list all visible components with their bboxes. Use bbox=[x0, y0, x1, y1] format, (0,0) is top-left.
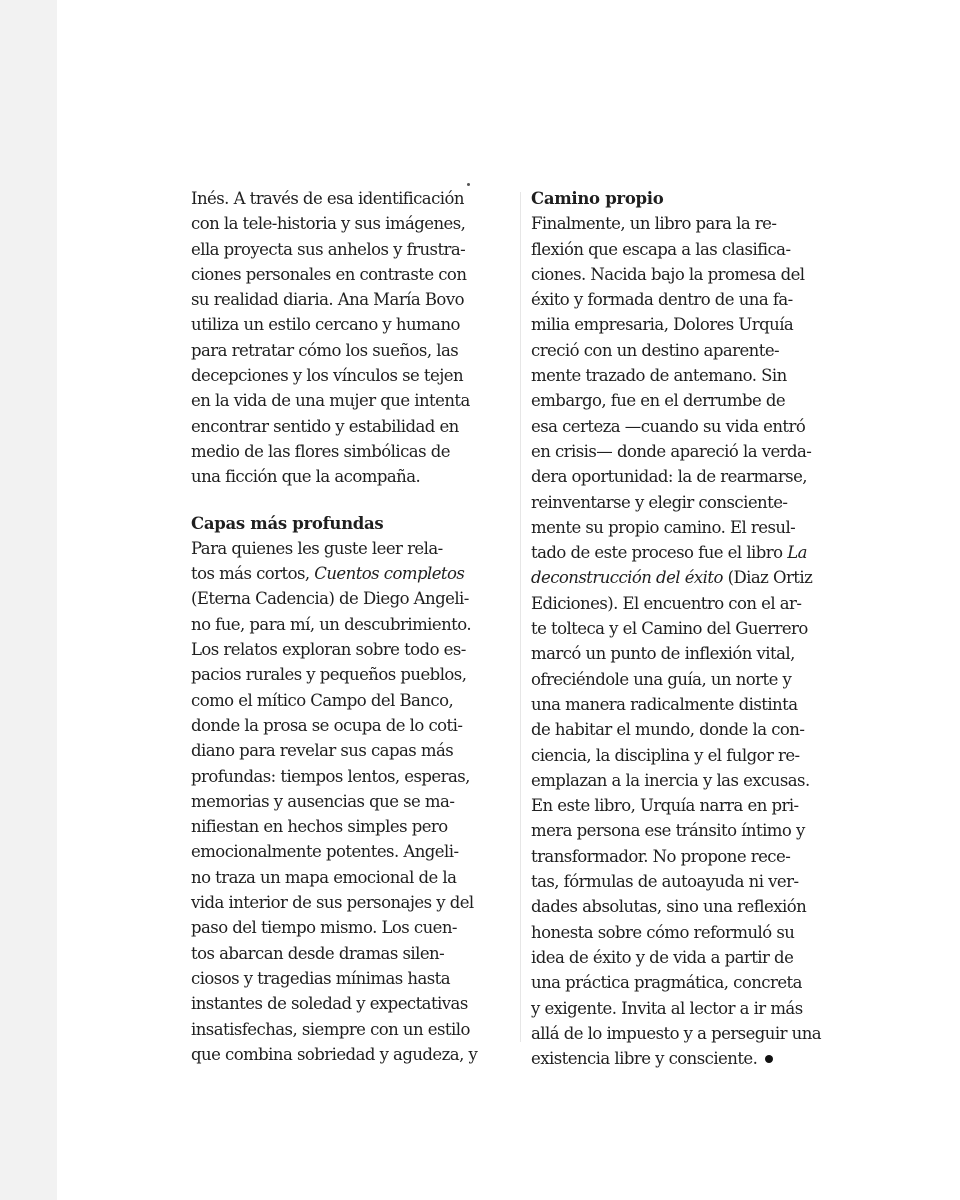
text-line: tas, fórmulas de autoayuda ni ver- bbox=[531, 872, 799, 892]
text-line: vida interior de sus personajes y del bbox=[191, 893, 474, 913]
text-line: creció con un destino aparente- bbox=[531, 340, 780, 360]
text-line: dera oportunidad: la de rearmarse, bbox=[531, 467, 807, 487]
text-line: reinventarse y elegir consciente- bbox=[531, 492, 788, 512]
text-line: con la tele-historia y sus imágenes, bbox=[191, 214, 466, 234]
text-line: emocionalmente potentes. Angeli- bbox=[191, 842, 459, 862]
left-margin-strip bbox=[0, 0, 57, 1200]
text-run: tado de este proceso fue el libro bbox=[531, 543, 788, 563]
left-paragraph-2 bbox=[191, 536, 511, 1067]
section-heading-capas: Capas más profundas bbox=[191, 513, 384, 533]
text-line: medio de las flores simbólicas de bbox=[191, 441, 450, 461]
text-line: (Eterna Cadencia) de Diego Angeli- bbox=[191, 589, 469, 609]
text-line: utiliza un estilo cercano y humano bbox=[191, 315, 460, 335]
text-run: (Diaz Ortiz bbox=[722, 568, 813, 588]
text-line: allá de lo impuesto y a perseguir una bbox=[531, 1023, 822, 1043]
text-line: insatisfechas, siempre con un estilo bbox=[191, 1019, 470, 1039]
text-line: como el mítico Campo del Banco, bbox=[191, 690, 454, 710]
text-line bbox=[191, 561, 511, 586]
text-line: diano para revelar sus capas más bbox=[191, 741, 454, 761]
text-line: Los relatos exploran sobre todo es- bbox=[191, 640, 466, 660]
text-line: en la vida de una mujer que intenta bbox=[191, 391, 470, 411]
text-line: y exigente. Invita al lector a ir más bbox=[531, 998, 803, 1018]
text-line: transformador. No propone rece- bbox=[531, 846, 791, 866]
text-line: emplazan a la inercia y las excusas. bbox=[531, 770, 810, 790]
text-line: marcó un punto de inflexión vital, bbox=[531, 644, 795, 664]
text-line: te tolteca y el Camino del Guerrero bbox=[531, 619, 808, 639]
left-paragraph-1 bbox=[191, 186, 511, 490]
text-line: que combina sobriedad y agudeza, y bbox=[191, 1044, 478, 1064]
book-title-part-2: deconstrucción del éxito bbox=[531, 568, 723, 588]
text-line: para retratar cómo los sueños, las bbox=[191, 340, 459, 360]
text-line: de habitar el mundo, donde la con- bbox=[531, 720, 805, 740]
text-line: una manera radicalmente distinta bbox=[531, 694, 798, 714]
text-line: su realidad diaria. Ana María Bovo bbox=[191, 290, 464, 310]
text-line: En este libro, Urquía narra en pri- bbox=[531, 796, 799, 816]
text-line: paso del tiempo mismo. Los cuen- bbox=[191, 918, 457, 938]
text-line: Finalmente, un libro para la re- bbox=[531, 214, 777, 234]
section-gap bbox=[191, 490, 511, 511]
text-line: ciencia, la disciplina y el fulgor re- bbox=[531, 745, 800, 765]
text-line: decepciones y los vínculos se tejen bbox=[191, 366, 464, 386]
text-line: ofreciéndole una guía, un norte y bbox=[531, 669, 792, 689]
text-line: milia empresaria, Dolores Urquía bbox=[531, 315, 794, 335]
text-line: idea de éxito y de vida a partir de bbox=[531, 947, 794, 967]
book-title-part-1: La bbox=[787, 543, 807, 563]
book-title-cuentos: Cuentos completos bbox=[314, 564, 465, 584]
text-line: tos abarcan desde dramas silen- bbox=[191, 943, 445, 963]
text-line: honesta sobre cómo reformuló su bbox=[531, 922, 795, 942]
right-paragraph bbox=[531, 211, 826, 1071]
text-line: ciones personales en contraste con bbox=[191, 264, 467, 284]
end-of-article-bullet-icon bbox=[765, 1055, 773, 1063]
text-line: esa certeza —cuando su vida entró bbox=[531, 416, 806, 436]
text-line: mente su propio camino. El resul- bbox=[531, 517, 796, 537]
text-line: instantes de soledad y expectativas bbox=[191, 994, 468, 1014]
text-line: pacios rurales y pequeños pueblos, bbox=[191, 665, 467, 685]
text-line: Para quienes les guste leer rela- bbox=[191, 538, 443, 558]
text-line: Inés. A través de esa identificación bbox=[191, 189, 464, 208]
text-line: ciosos y tragedias mínimas hasta bbox=[191, 968, 451, 988]
text-run: tos más cortos, bbox=[191, 564, 315, 584]
text-run: existencia libre y consciente. bbox=[531, 1049, 758, 1069]
text-line bbox=[531, 565, 826, 590]
text-line: flexión que escapa a las clasifica- bbox=[531, 239, 791, 259]
text-line: mera persona ese tránsito íntimo y bbox=[531, 821, 805, 841]
text-line: nifiestan en hechos simples pero bbox=[191, 817, 448, 837]
text-line: una ficción que la acompaña. bbox=[191, 467, 421, 487]
text-line: embargo, fue en el derrumbe de bbox=[531, 391, 786, 411]
text-line: en crisis— donde apareció la verda- bbox=[531, 441, 812, 461]
right-column bbox=[531, 186, 826, 1071]
text-line: no traza un mapa emocional de la bbox=[191, 867, 457, 887]
section-heading-camino: Camino propio bbox=[531, 189, 664, 208]
text-line: dades absolutas, sino una reflexión bbox=[531, 897, 807, 917]
text-line bbox=[531, 540, 826, 565]
text-line: ciones. Nacida bajo la promesa del bbox=[531, 264, 805, 284]
left-column bbox=[191, 186, 511, 1067]
text-line: memorias y ausencias que se ma- bbox=[191, 791, 455, 811]
text-line: una práctica pragmática, concreta bbox=[531, 973, 802, 993]
text-line: ella proyecta sus anhelos y frustra- bbox=[191, 239, 466, 259]
text-line: éxito y formada dentro de una fa- bbox=[531, 290, 793, 310]
text-line: donde la prosa se ocupa de lo coti- bbox=[191, 715, 463, 735]
text-line bbox=[531, 1046, 826, 1071]
column-divider bbox=[520, 192, 521, 1042]
text-line: profundas: tiempos lentos, esperas, bbox=[191, 766, 470, 786]
text-line: Ediciones). El encuentro con el ar- bbox=[531, 593, 802, 613]
text-line: encontrar sentido y estabilidad en bbox=[191, 416, 459, 436]
text-line: no fue, para mí, un descubrimiento. bbox=[191, 614, 472, 634]
text-line: mente trazado de antemano. Sin bbox=[531, 366, 787, 386]
